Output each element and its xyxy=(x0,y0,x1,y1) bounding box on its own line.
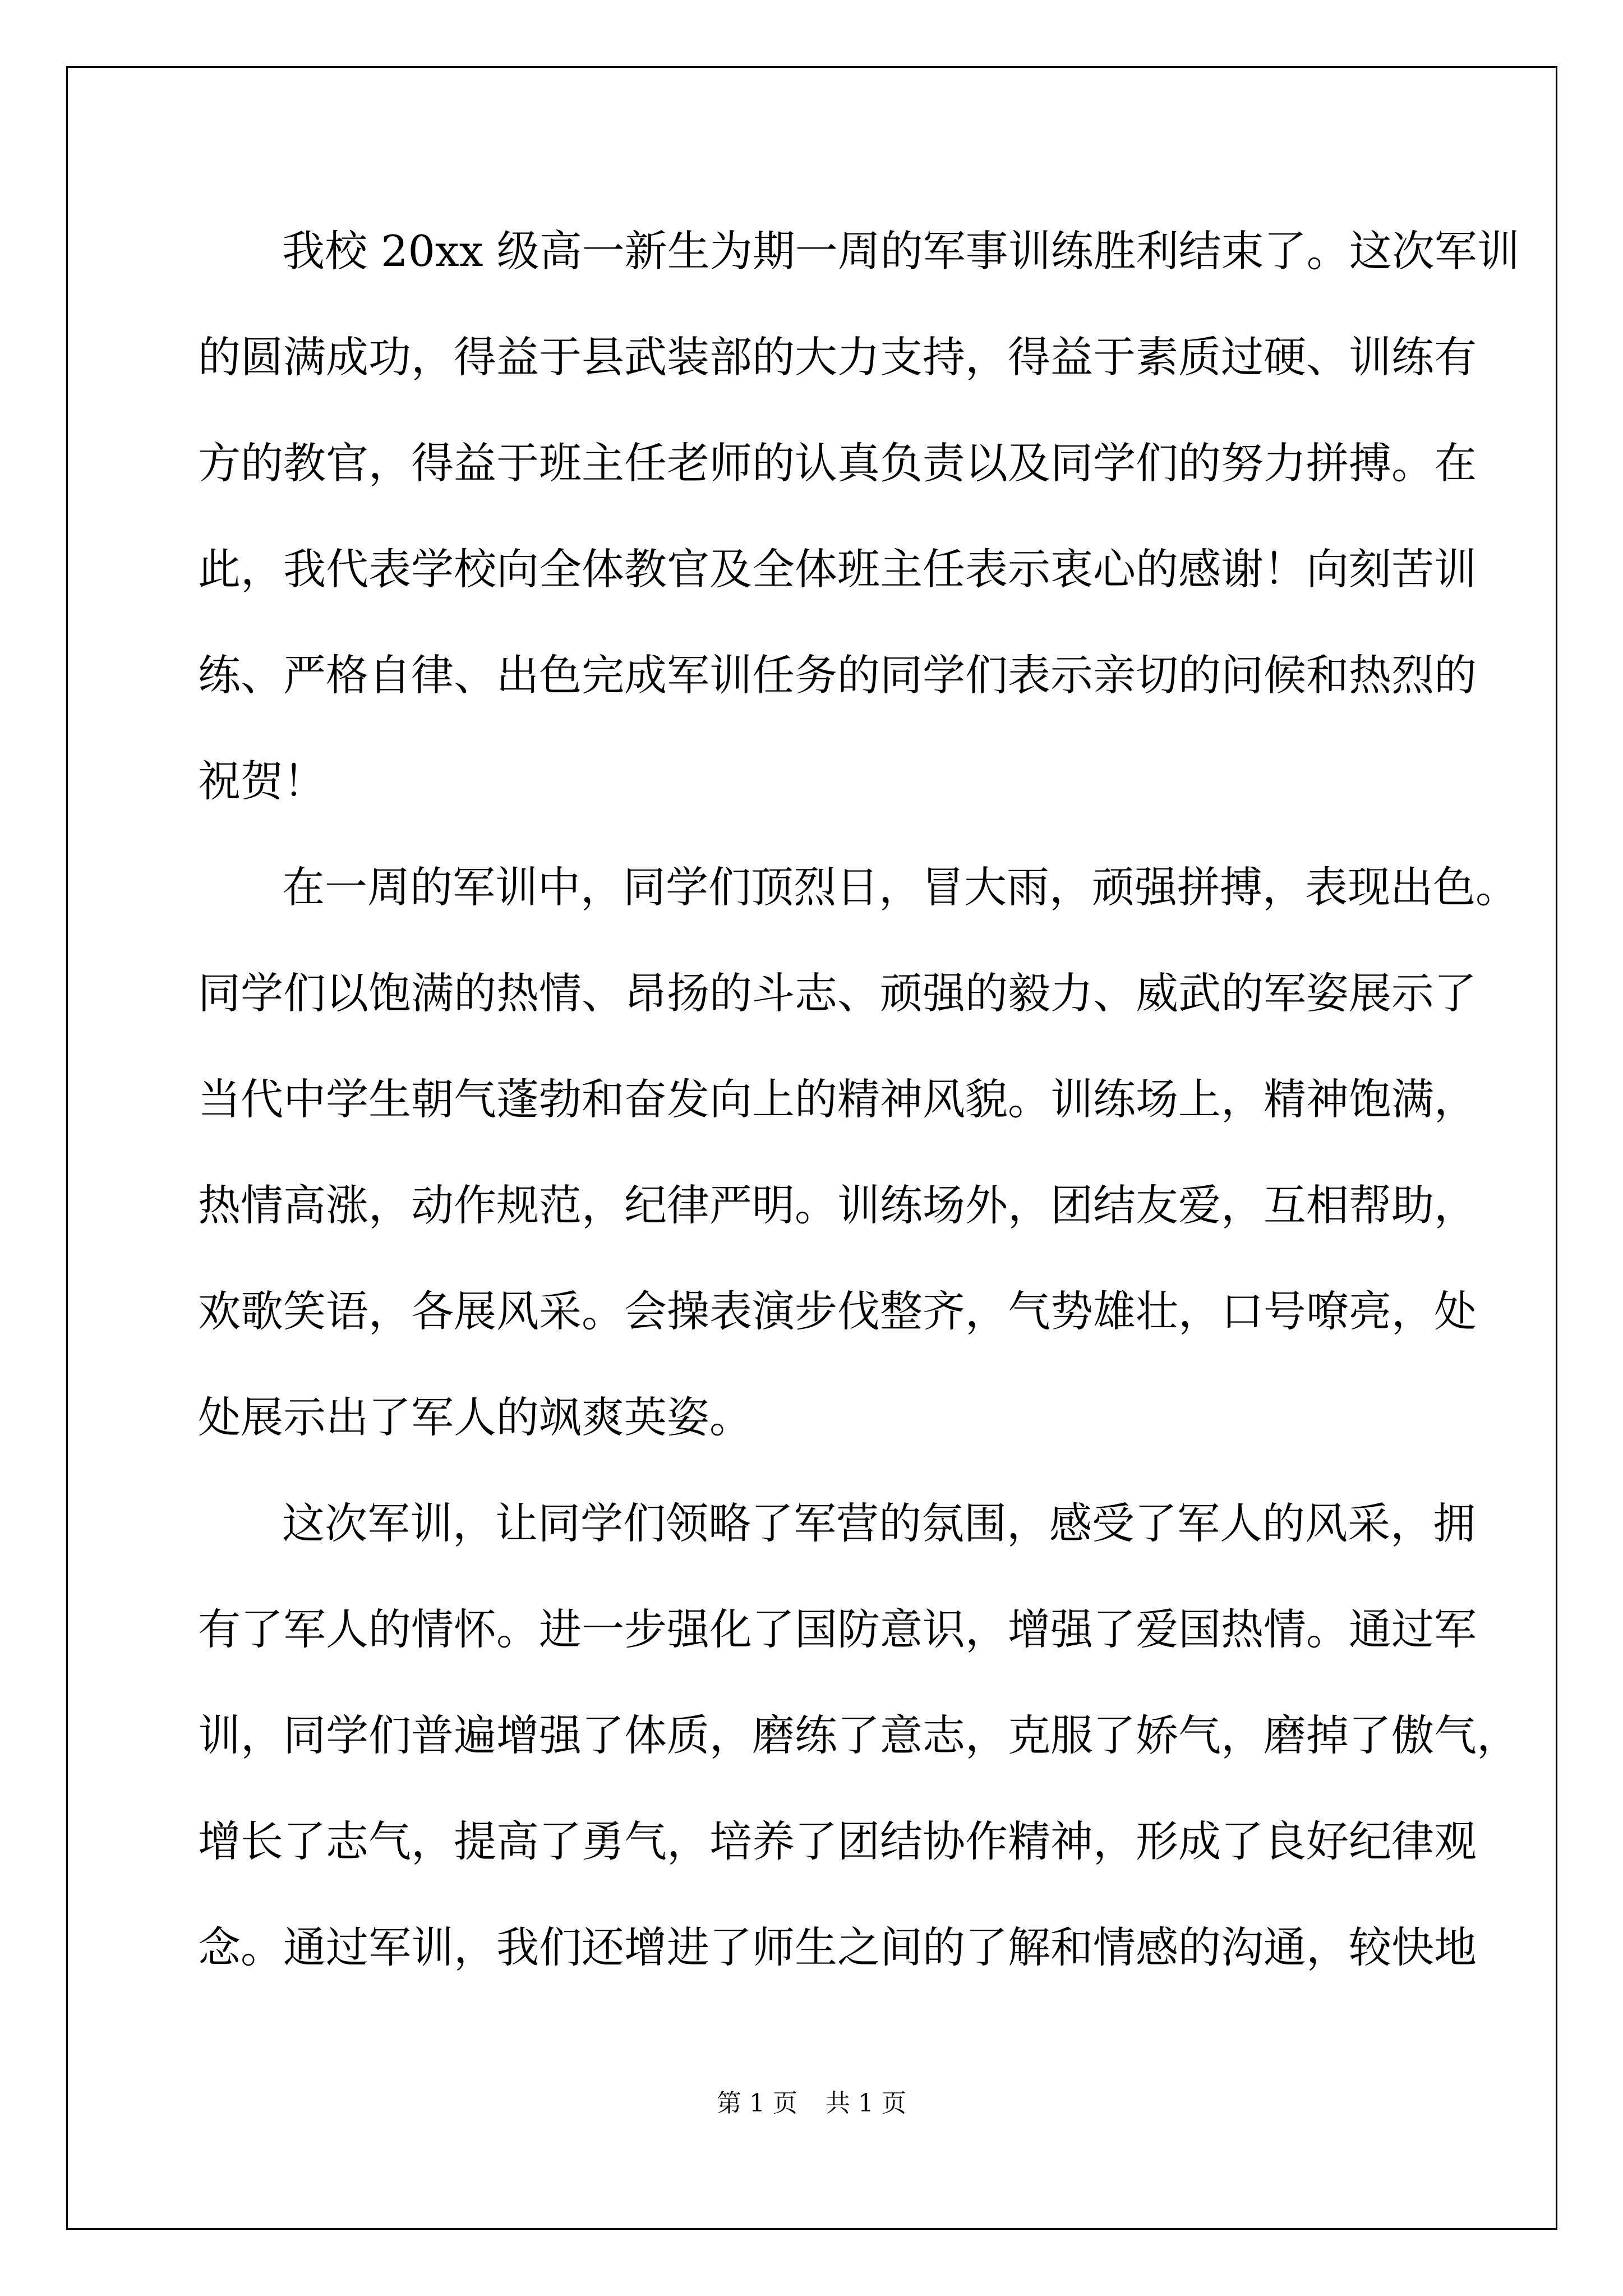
text-line: 念。通过军训，我们还增进了师生之间的了解和情感的沟通，较快地 xyxy=(198,1922,1477,1972)
text-line: 处展示出了军人的飒爽英姿。 xyxy=(198,1392,752,1442)
text-line: 欢歌笑语，各展风采。会操表演步伐整齐，气势雄壮，口号嘹亮，处 xyxy=(198,1286,1477,1336)
text-line: 有了军人的情怀。进一步强化了国防意识，增强了爱国热情。通过军 xyxy=(198,1604,1477,1654)
text-line: 在一周的军训中，同学们顶烈日，冒大雨，顽强拼搏，表现出色。 xyxy=(282,862,1518,912)
page-number: 第 1 页 xyxy=(717,2089,797,2118)
text-line: 增长了志气，提高了勇气，培养了团结协作精神，形成了良好纪律观 xyxy=(198,1816,1477,1866)
text-line: 我校 20xx 级高一新生为期一周的军事训练胜利结束了。这次军训 xyxy=(282,226,1520,276)
text-line: 热情高涨，动作规范，纪律严明。训练场外，团结友爱，互相帮助， xyxy=(198,1180,1477,1230)
document-body xyxy=(198,209,1520,2012)
text-line: 练、严格自律、出色完成军训任务的同学们表示亲切的问候和热烈的 xyxy=(198,650,1477,700)
text-line: 祝贺！ xyxy=(198,756,326,806)
page-total: 共 1 页 xyxy=(826,2089,906,2118)
text-line: 同学们以饱满的热情、昂扬的斗志、顽强的毅力、威武的军姿展示了 xyxy=(198,968,1477,1018)
text-line: 训，同学们普遍增强了体质，磨练了意志，克服了娇气，磨掉了傲气， xyxy=(198,1710,1519,1760)
text-line: 当代中学生朝气蓬勃和奋发向上的精神风貌。训练场上，精神饱满， xyxy=(198,1074,1477,1124)
text-line: 方的教官，得益于班主任老师的认真负责以及同学们的努力拼搏。在 xyxy=(198,438,1477,488)
page-footer xyxy=(0,2083,1623,2119)
text-line: 这次军训，让同学们领略了军营的氛围，感受了军人的风采，拥 xyxy=(282,1498,1476,1548)
text-line: 的圆满成功，得益于县武装部的大力支持，得益于素质过硬、训练有 xyxy=(198,332,1477,382)
text-line: 此，我代表学校向全体教官及全体班主任表示衷心的感谢！向刻苦训 xyxy=(198,544,1477,594)
